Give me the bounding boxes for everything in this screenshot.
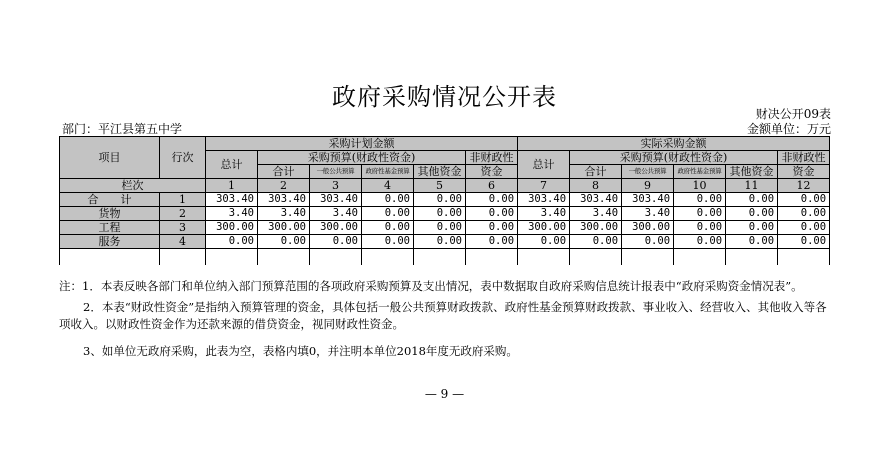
cell-value: 0.00 [778, 193, 830, 207]
cell-value: 0.00 [206, 235, 258, 249]
header-actual-other: 其他资金 [726, 165, 778, 179]
cell-value: 3.40 [206, 207, 258, 221]
page-number: — 9 — [424, 387, 465, 401]
header-actual-subtotal: 合计 [570, 165, 622, 179]
header-actual-non-fiscal-2: 资金 [778, 165, 830, 179]
cell-value: 0.00 [414, 193, 466, 207]
header-item: 项目 [60, 137, 160, 179]
table-row [60, 235, 830, 249]
cell-value: 0.00 [726, 235, 778, 249]
note-1: 注：1．本表反映各部门和单位纳入部门预算范围的各项政府采购预算及支出情况，表中数据取自政府采购信息统计报表中“政府采购资金情况表”。 [59, 279, 803, 293]
cell-value: 303.40 [570, 193, 622, 207]
cell-value: 303.40 [518, 193, 570, 207]
form-code: 财决公开09表 [755, 107, 831, 121]
row-label: 服务 [60, 235, 160, 249]
header-plan-subtotal: 合计 [258, 165, 310, 179]
row-number: 1 [160, 193, 206, 207]
cell-value: 0.00 [362, 221, 414, 235]
header-plan-general-budget: 一般公共预算 [310, 165, 362, 179]
col-number: 4 [362, 179, 414, 193]
cell-value: 0.00 [414, 207, 466, 221]
col-number-row [60, 179, 830, 193]
header-plan-total: 总计 [206, 151, 258, 179]
notes [59, 278, 830, 360]
cell-value: 300.00 [622, 221, 674, 235]
col-number: 12 [778, 179, 830, 193]
cell-value: 303.40 [622, 193, 674, 207]
row-label: 工程 [60, 221, 160, 235]
cell-value: 300.00 [518, 221, 570, 235]
cell-value: 0.00 [778, 207, 830, 221]
cell-value: 0.00 [258, 235, 310, 249]
header-actual-group: 实际采购金额 [518, 137, 830, 151]
row-label: 合 计 [60, 193, 160, 207]
cell-value: 0.00 [726, 207, 778, 221]
cell-value: 0.00 [362, 193, 414, 207]
col-number: 11 [726, 179, 778, 193]
header-plan-non-fiscal-1: 非财政性 [466, 151, 518, 165]
cell-value: 0.00 [466, 221, 518, 235]
header-actual-gov-fund: 政府性基金预算 [674, 165, 726, 179]
cell-value: 0.00 [570, 235, 622, 249]
cell-value: 300.00 [570, 221, 622, 235]
note-2: 2．本表“财政性资金”是指纳入预算管理的资金，具体包括一般公共预算财政拨款、政府性基金预算财政拨款、事业收入、经营收入、其他收入等各项收入。以财政性资金作为还款来源的借贷资金，视同财政性资金。 [59, 300, 827, 331]
table-row [60, 193, 830, 207]
cell-value: 0.00 [414, 235, 466, 249]
procurement-table [59, 136, 830, 265]
row-number: 2 [160, 207, 206, 221]
cell-value: 0.00 [726, 221, 778, 235]
col-number: 3 [310, 179, 362, 193]
header-plan-gov-fund: 政府性基金预算 [362, 165, 414, 179]
page-title: 政府采购情况公开表 [332, 83, 557, 111]
header-actual-total: 总计 [518, 151, 570, 179]
header-actual-general-budget: 一般公共预算 [622, 165, 674, 179]
cell-value: 3.40 [518, 207, 570, 221]
header-actual-non-fiscal-1: 非财政性 [778, 151, 830, 165]
row-label: 货物 [60, 207, 160, 221]
cell-value: 0.00 [466, 207, 518, 221]
row-number: 3 [160, 221, 206, 235]
col-number: 5 [414, 179, 466, 193]
header-actual-budget-group: 采购预算(财政性资金) [570, 151, 778, 165]
table-row [60, 207, 830, 221]
header-plan-group: 采购计划金额 [206, 137, 518, 151]
cell-value: 0.00 [674, 221, 726, 235]
cell-value: 300.00 [310, 221, 362, 235]
cell-value: 0.00 [518, 235, 570, 249]
cell-value: 0.00 [778, 235, 830, 249]
cell-value: 0.00 [466, 193, 518, 207]
col-number: 9 [622, 179, 674, 193]
cell-value: 0.00 [362, 235, 414, 249]
cell-value: 0.00 [674, 235, 726, 249]
col-label: 栏次 [60, 179, 206, 193]
cell-value: 3.40 [570, 207, 622, 221]
cell-value: 0.00 [778, 221, 830, 235]
header-plan-other: 其他资金 [414, 165, 466, 179]
cell-value: 0.00 [726, 193, 778, 207]
cell-value: 303.40 [258, 193, 310, 207]
cell-value: 0.00 [414, 221, 466, 235]
col-number: 7 [518, 179, 570, 193]
col-number: 8 [570, 179, 622, 193]
blank-row [60, 249, 830, 266]
cell-value: 300.00 [258, 221, 310, 235]
cell-value: 0.00 [674, 207, 726, 221]
col-number: 2 [258, 179, 310, 193]
header-plan-budget-group: 采购预算(财政性资金) [258, 151, 466, 165]
cell-value: 0.00 [466, 235, 518, 249]
cell-value: 0.00 [310, 235, 362, 249]
cell-value: 0.00 [622, 235, 674, 249]
header-plan-non-fiscal-2: 资金 [466, 165, 518, 179]
cell-value: 3.40 [310, 207, 362, 221]
row-number: 4 [160, 235, 206, 249]
cell-value: 0.00 [362, 207, 414, 221]
cell-value: 303.40 [310, 193, 362, 207]
header-row-no: 行次 [160, 137, 206, 179]
col-number: 1 [206, 179, 258, 193]
cell-value: 3.40 [622, 207, 674, 221]
cell-value: 0.00 [674, 193, 726, 207]
department-label: 部门：平江县第五中学 [62, 122, 183, 136]
cell-value: 303.40 [206, 193, 258, 207]
col-number: 10 [674, 179, 726, 193]
amount-unit-label: 金额单位：万元 [746, 122, 831, 136]
cell-value: 300.00 [206, 221, 258, 235]
note-3: 3、如单位无政府采购，此表为空，表格内填0，并注明本单位2018年度无政府采购。 [83, 344, 518, 358]
table-row [60, 221, 830, 235]
col-number: 6 [466, 179, 518, 193]
cell-value: 3.40 [258, 207, 310, 221]
